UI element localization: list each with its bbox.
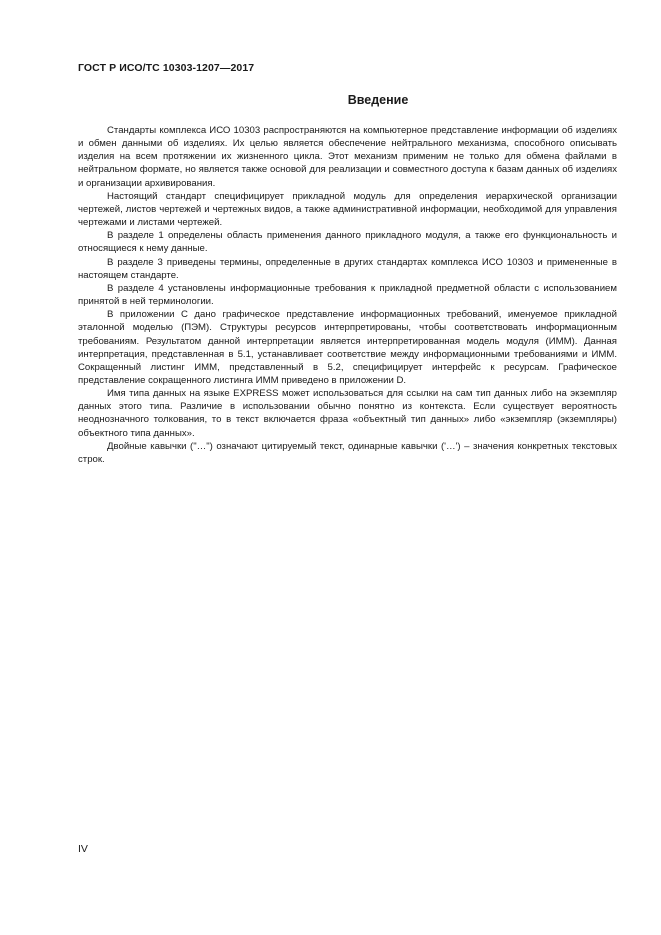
paragraph-1: Стандарты комплекса ИСО 10303 распространяются на компьютерное представление информации об изделиях и обмен данными об изделиях. Их целью является обеспечение нейтрального механизма, способного описывать изделия на всем протяжении их жизненного цикла. Этот механизм применим не только для обмена файлами в нейтральном формате, но является также основой для реализации и совместного доступа к базам данных об изделиях и организации архивирования.: [78, 125, 617, 189]
paragraph-4: В разделе 3 приведены термины, определенные в других стандартах комплекса ИСО 10303 и примененные в настоящем стандарте.: [78, 256, 617, 281]
standard-code-header: ГОСТ Р ИСО/ТС 10303-1207—2017: [78, 62, 255, 74]
paragraph-5: В разделе 4 установлены информационные требования к прикладной предметной области с использованием принятой в ней терминологии.: [78, 282, 617, 308]
section-title: Введение: [347, 93, 409, 107]
paragraph-7: Имя типа данных на языке EXPRESS может использоваться для ссылки на сам тип данных либо на экземпляр данных этого типа. Различие в использовании обычно понятно из контекста. Если существует вероятность неоднозначного толкования, то в текст включается фраза «объектный тип данных» либо «экземпляр (экземпляры) объектного типа данных».: [78, 388, 617, 439]
body-text: [78, 124, 617, 466]
paragraph-6: В приложении С дано графическое представление информационных требований, именуемое прикладной эталонной моделью (ПЭМ). Структуры ресурсов интерпретированы, чтобы соответствовать информационным требованиям. Результатом данной интерпретации является интерпретированная модель модуля (ИММ). Данная интерпретация, представленная в 5.1, устанавливает соответствие между информационными требованиями и ИММ. Сокращенный листинг ИММ, представленный в 5.2, специфицирует интерфейс к ресурсам. Графическое представление сокращенного листинга ИММ приведено в приложении D.: [78, 309, 617, 386]
page-number: IV: [78, 843, 88, 855]
paragraph-2: Настоящий стандарт специфицирует прикладной модуль для определения иерархической организации чертежей, листов чертежей и чертежных видов, а также административной информации, необходимой для управления чертежами и листами чертежей.: [78, 190, 617, 229]
paragraph-8: Двойные кавычки ("…") означают цитируемый текст, одинарные кавычки ('…') – значения конкретных текстовых строк.: [78, 440, 617, 465]
paragraph-3: В разделе 1 определены область применения данного прикладного модуля, а также его функциональность и относящиеся к нему данные.: [78, 230, 617, 255]
